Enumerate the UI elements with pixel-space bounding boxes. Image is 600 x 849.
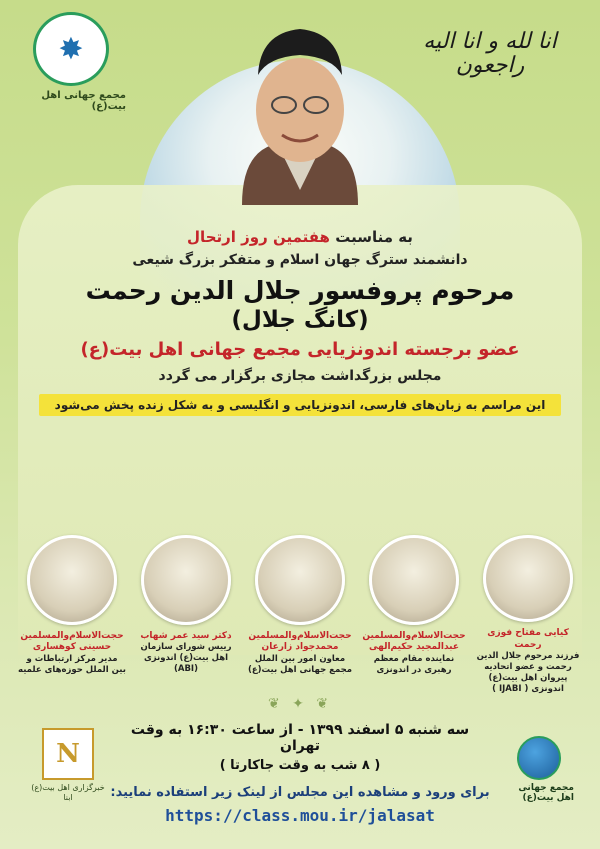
speaker-photo [369, 535, 459, 625]
speaker-name: محمدجواد زارعان [261, 642, 339, 653]
membership-line: عضو برجسته اندونزیایی مجمع جهانی اهل بیت(ع) [80, 339, 520, 360]
speaker-role: نماینده مقام معظم رهبری در اندونزی [373, 653, 455, 675]
event-line: مجلس بزرگداشت مجازی برگزار می گردد [158, 368, 442, 384]
subtitle: دانشمند سترگ جهان اسلام و متفکر بزرگ شیعی [132, 252, 468, 268]
speaker-photo [27, 535, 117, 625]
event-details [110, 722, 490, 825]
speaker-title: حجت‌الاسلام‌والمسلمین [20, 631, 124, 641]
speaker-role: مدیر مرکز ارتباطات و بین الملل حوزه‌های علمیه [18, 653, 126, 675]
occasion-highlight: هفتمین روز ارتحال [187, 228, 330, 246]
occasion-line [0, 228, 600, 246]
abna-logo-caption: خبرگزاری اهل بیت(ع) ابنا [31, 783, 105, 802]
speaker-name: حسینی کوهساری [32, 642, 112, 653]
portrait-photo [222, 15, 378, 205]
deceased-name: مرحوم پروفسور جلال الدین رحمت [85, 276, 515, 305]
speaker-card [360, 535, 468, 695]
calligraphy-inscription: انا لله و انا الیه راجعون [423, 29, 557, 79]
deceased-nickname: (کانگ جلال) [231, 307, 369, 333]
speaker-card [474, 535, 582, 695]
speaker-title: کیایی مفتاح فوزی رحمت [487, 628, 569, 650]
speaker-card [132, 535, 240, 695]
speakers-row [18, 535, 582, 695]
ornamental-divider: ❦ ✦ ❦ [267, 696, 333, 712]
speaker-role: رییس شورای سازمان اهل بیت(ع) اندونزی (ABI) [140, 642, 232, 675]
ahlulbayt-globe-logo [504, 736, 574, 803]
speaker-role: معاون امور بین الملل مجمع جهانی اهل بیت(ع) [247, 653, 353, 675]
speaker-title: حجت‌الاسلام‌والمسلمین [362, 631, 466, 641]
speaker-name: عبدالمجید حکیم‌الهی [369, 642, 459, 653]
broadcast-banner: این مراسم به زبان‌های فارسی، اندونزیایی و انگلیسی و به شکل زنده پخش می‌شود [39, 394, 562, 416]
ahlulbayt-emblem-icon: ✸ [33, 12, 109, 86]
speaker-card [246, 535, 354, 695]
speaker-photo [255, 535, 345, 625]
speaker-photo [141, 535, 231, 625]
date-line: سه شنبه ۵ اسفند ۱۳۹۹ - از ساعت ۱۶:۳۰ به وقت تهران [130, 722, 470, 754]
speaker-photo [483, 535, 573, 622]
speaker-role: فرزند مرحوم جلال الدین رحمت و عضو اتحادیه پیروان اهل بیت(ع) اندونزی ( IJABI ) [476, 650, 580, 694]
speaker-title: دکتر سید عمر شهاب [140, 631, 232, 641]
abna-logo-icon: N [42, 728, 94, 780]
event-link[interactable]: https://class.mou.ir/jalasat [165, 806, 435, 825]
speaker-card [18, 535, 126, 695]
ahlulbayt-logo [16, 12, 126, 112]
left-logo-caption: مجمع جهانی اهل بیت(ع) [41, 90, 126, 112]
globe-icon [517, 736, 561, 780]
right-logo-caption: مجمع جهانی اهل بیت(ع) [518, 783, 574, 803]
jakarta-time-line: ( ۸ شب به وقت جاکارتا ) [219, 758, 381, 773]
occasion-prefix: به مناسبت [335, 228, 413, 246]
abna-logo [28, 728, 108, 802]
announcement-text [0, 228, 600, 416]
cta-line: برای ورود و مشاهده این مجلس از لینک زیر استفاده نمایید: [110, 785, 490, 800]
speaker-title: حجت‌الاسلام‌والمسلمین [248, 631, 352, 641]
